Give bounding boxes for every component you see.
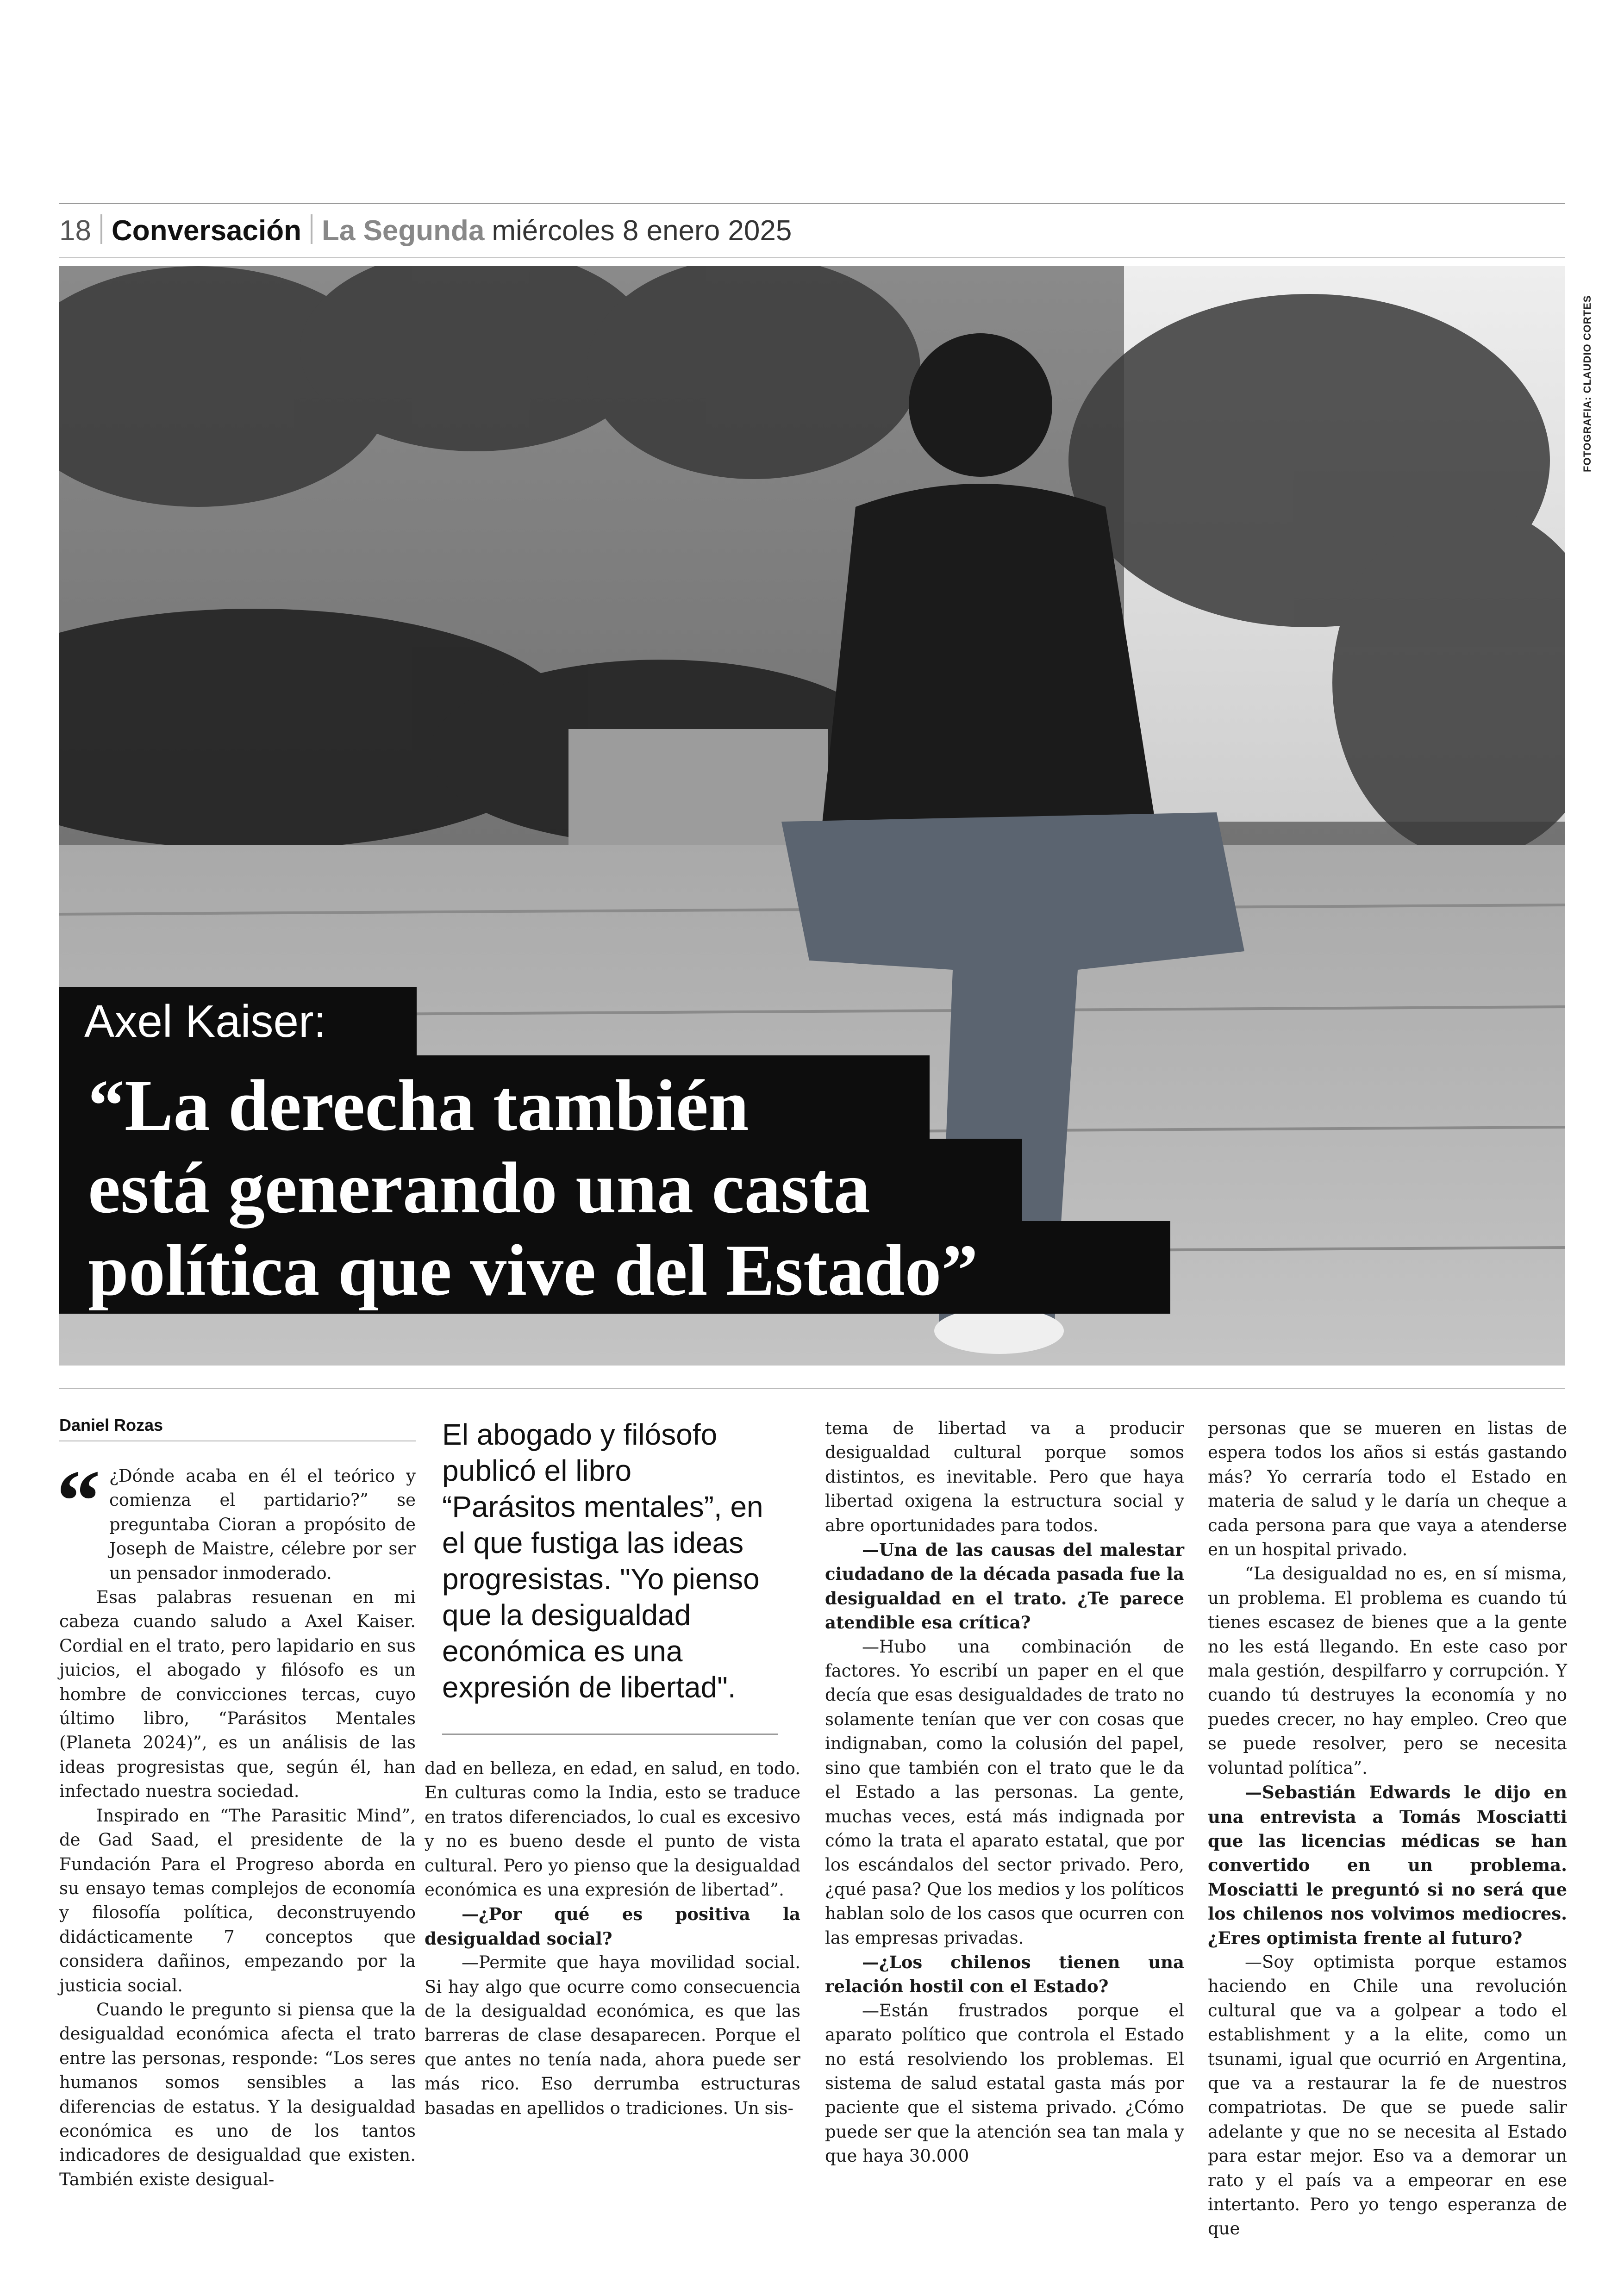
intro-text: ¿Dónde acaba en él el teórico y comienza el partidario?” se preguntaba Cioran a propósito de Joseph de Maistre, célebre por ser un pensador inmoderado. bbox=[109, 1466, 416, 1583]
deck-summary: El abogado y filósofo publicó el libro “Parásitos mentales”, en el que fustiga las ideas progresistas. "Yo pienso que la desigualdad económica es una expresión de libertad". bbox=[442, 1418, 763, 1704]
issue-date: miércoles 8 enero 2025 bbox=[492, 215, 792, 247]
body-paragraph: tema de libertad va a producir desigualdad cultural porque somos distintos, es inevitable. Pero que haya libertad oxigena la estructura social y abre oportunidades para todos. bbox=[825, 1418, 1184, 1535]
top-rule bbox=[59, 203, 1565, 204]
body-paragraph: —Hubo una combinación de factores. Yo escribí un paper en el que decía que esas desigualdades de trato no solamente tenían que ver con cosas que indignaban, como la colusión del papel, sino que también con el trato que le da el Estado a las personas. La gente, muchas veces, está más indignada por cómo la trata el aparato estatal, que por los escándalos del sector privado. Pero, ¿qué pasa? Que los medios y los políticos hablan solo de los casos que ocurren con las empresas privadas. bbox=[825, 1636, 1184, 1948]
byline: Daniel Rozas bbox=[59, 1416, 163, 1434]
column-4 bbox=[1208, 1416, 1567, 2241]
column-1 bbox=[59, 1464, 416, 2192]
page-header bbox=[59, 211, 792, 247]
header-divider bbox=[100, 214, 102, 244]
body-paragraph: —Permite que haya movilidad social. Si hay algo que ocurre como consecuencia de la desigualdad económica, es que las barreras de clase desaparecen. Porque el que antes no tenía nada, ahora puede ser más rico. Eso derrumba estructuras basadas en apellidos o tradiciones. Un sis- bbox=[425, 1952, 800, 2118]
body-top-rule bbox=[59, 1388, 1565, 1389]
body-paragraph: personas que se mueren en listas de espera todos los años si estás gastando más? Yo cerraría todo el Estado en materia de salud y le daría un cheque a cada persona para que vaya a atenderse en un hospital privado. bbox=[1208, 1418, 1567, 1560]
body-paragraph: Inspirado en “The Parasitic Mind”, de Gad Saad, el presidente de la Fundación Para el Progreso aborda en su ensayo temas complejos de economía y filosofía política, deconstruyendo didácticamente 7 conceptos que considera dañinos, empezando por la justicia social. bbox=[59, 1805, 416, 1996]
publication-name: La Segunda bbox=[322, 215, 485, 247]
header-divider bbox=[311, 214, 312, 244]
headline-line: “La derecha también bbox=[88, 1065, 749, 1146]
question-paragraph: —¿Por qué es positiva la desigualdad social? bbox=[425, 1904, 800, 1949]
headline bbox=[88, 1065, 1199, 1312]
body-paragraph: —Están frustrados porque el aparato político que controla el Estado no está resolviendo los problemas. El sistema de salud estatal gasta más por paciente que el sistema privado. ¿Cómo puede ser que la atención sea tan mala y que haya 30.000 bbox=[825, 2000, 1184, 2166]
headline-line: está generando una casta bbox=[88, 1148, 870, 1229]
page-number: 18 bbox=[59, 215, 91, 247]
intro-paragraph bbox=[59, 1464, 416, 1585]
section-name: Conversación bbox=[111, 215, 301, 247]
photo-credit-text: FOTOGRAFIA: CLAUDIO CORTES bbox=[1581, 295, 1593, 472]
body-paragraph: Esas palabras resuenan en mi cabeza cuando saludo a Axel Kaiser. Cordial en el trato, pero lapidario en sus juicios, el abogado y filósofo es un hombre de convicciones tercas, cuyo último libro, “Parásitos Mentales (Planeta 2024)”, es un análisis de las ideas progresistas que, según él, han infectado nuestra sociedad. bbox=[59, 1587, 416, 1802]
column-2 bbox=[425, 1757, 800, 2120]
header-bottom-rule bbox=[59, 257, 1565, 258]
body-paragraph: dad en belleza, en edad, en salud, en todo. En culturas como la India, esto se traduce en tratos diferenciados, lo cual es excesivo y no es bueno desde el punto de vista cultural. Pero yo pienso que la desigualdad económica es una expresión de libertad”. bbox=[425, 1759, 800, 1900]
photo-credit bbox=[1568, 278, 1593, 472]
headline-kicker: Axel Kaiser: bbox=[84, 996, 326, 1047]
body-paragraph: “La desigualdad no es, en sí misma, un problema. El problema es cuando tú tienes escasez de bienes que a la gente no les está llegando. En este caso por mala gestión, despilfarro y corrupción. Y cuando tú destruyes la economía y no puedes crecer, no hay empleo. Creo que se puede resolver, pero se necesita voluntad política”. bbox=[1208, 1564, 1567, 1778]
body-paragraph: —Soy optimista porque estamos haciendo en Chile una revolución cultural que va a golpear a todo el establishment y a la elite, como un tsunami, igual que ocurrió en Argentina, que va a restaurar la fe de nuestros compatriotas. De que se puede salir adelante y que no se necesita al Estado para estar mejor. Eso va a demorar un rato y el país va a empeorar en ese intertanto. Pero yo tengo esperanza de que bbox=[1208, 1952, 1567, 2239]
opening-quote-mark: “ bbox=[56, 1453, 100, 1550]
headline-line: política que vive del Estado” bbox=[88, 1230, 978, 1311]
question-paragraph: —Una de las causas del malestar ciudadano de la década pasada fue la desigualdad en el trato. ¿Te parece atendible esa crítica? bbox=[825, 1540, 1184, 1633]
question-paragraph: —Sebastián Edwards le dijo en una entrevista a Tomás Mosciatti que las licencias médicas se han convertido en un problema. Mosciatti le preguntó si no será que los chilenos nos volvimos mediocres. ¿Eres optimista frente al futuro? bbox=[1208, 1782, 1567, 1948]
deck-rule bbox=[442, 1734, 778, 1735]
question-paragraph: —¿Los chilenos tienen una relación hostil con el Estado? bbox=[825, 1952, 1184, 1997]
body-paragraph: Cuando le pregunto si piensa que la desigualdad económica afecta el trato entre las personas, responde: “Los seres humanos somos sensibles a las diferencias de estatus. Y la desigualdad económica es uno de los tantos indicadores de desigualdad que existen. También existe desigual- bbox=[59, 1999, 416, 2189]
column-3 bbox=[825, 1416, 1184, 2169]
